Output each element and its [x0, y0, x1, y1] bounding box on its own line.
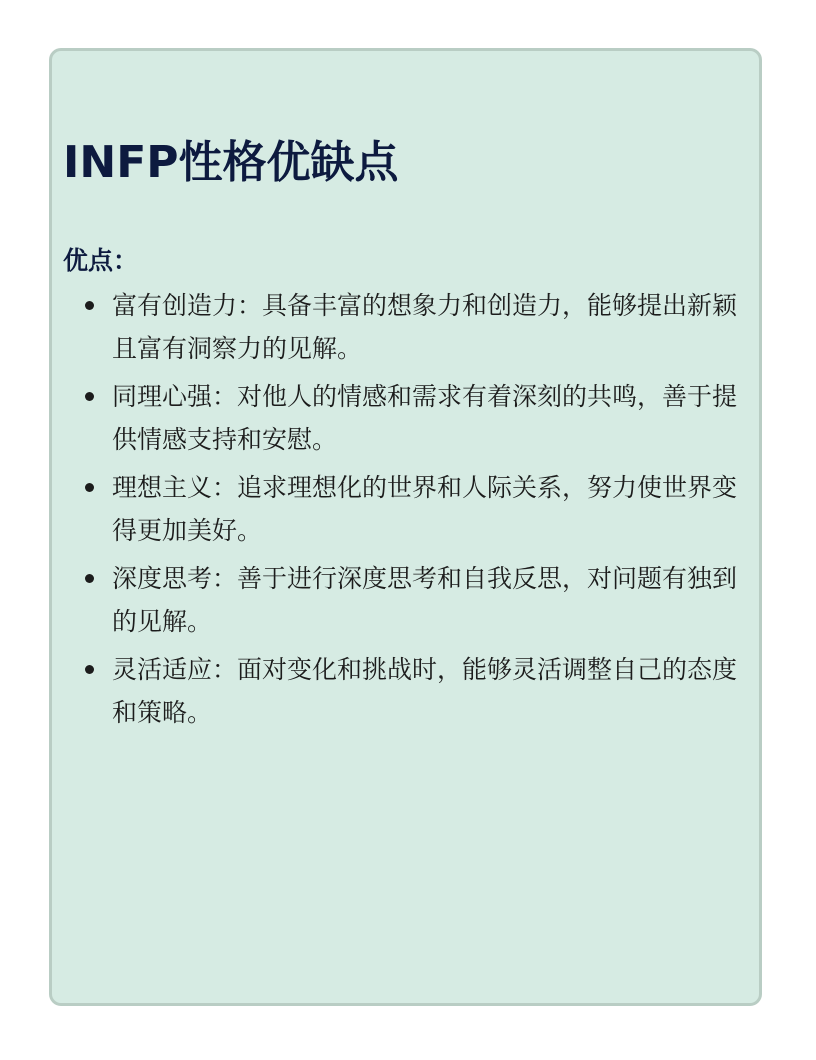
list-item [82, 375, 742, 461]
list-item-text: 富有创造力：具备丰富的想象力和创造力，能够提出新颖且富有洞察力的见解。 [112, 291, 738, 363]
bullet-icon [85, 392, 94, 401]
bullet-icon [85, 574, 94, 583]
list-item [82, 557, 742, 643]
strengths-list [82, 284, 742, 739]
section-heading-strengths: 优点： [63, 246, 139, 275]
bullet-icon [85, 483, 94, 492]
bullet-icon [85, 665, 94, 674]
list-item-text: 深度思考：善于进行深度思考和自我反思，对问题有独到的见解。 [112, 564, 738, 636]
bullet-icon [85, 301, 94, 310]
page-title: INFP性格优缺点 [63, 137, 399, 188]
list-item [82, 648, 742, 734]
list-item-text: 理想主义：追求理想化的世界和人际关系，努力使世界变得更加美好。 [112, 473, 738, 545]
list-item [82, 284, 742, 370]
list-item [82, 466, 742, 552]
list-item-text: 灵活适应：面对变化和挑战时，能够灵活调整自己的态度和策略。 [112, 655, 738, 727]
content-card [49, 48, 762, 1006]
list-item-text: 同理心强：对他人的情感和需求有着深刻的共鸣，善于提供情感支持和安慰。 [112, 382, 738, 454]
